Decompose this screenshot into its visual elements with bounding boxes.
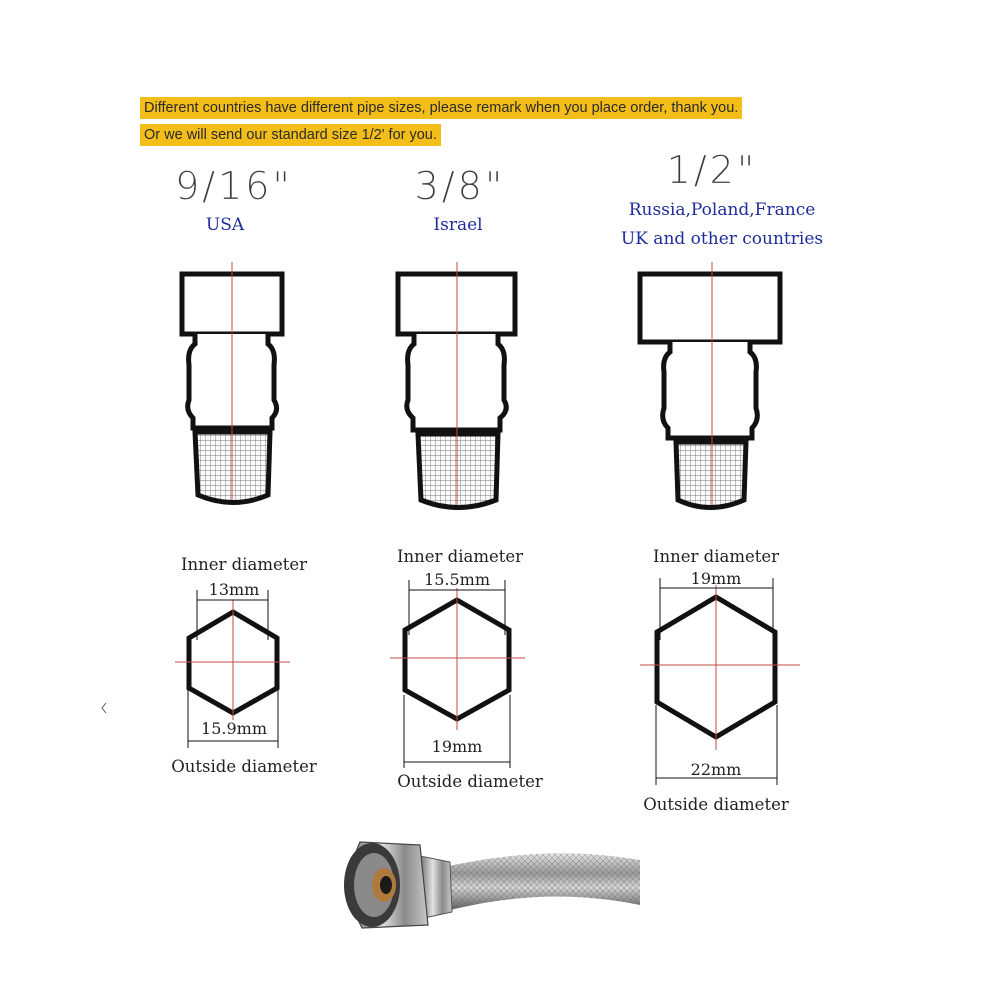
notice-line-1: Different countries have different pipe sizes, please remark when you place order, thank you. — [140, 97, 742, 119]
inner-diameter-label-1-2: Inner diameter — [652, 547, 780, 566]
inner-diameter-value-3-8: 15.5mm — [424, 570, 490, 589]
outer-diameter-value-1-2: 22mm — [690, 760, 742, 779]
country-russia-poland-france: Russia,Poland,France — [628, 200, 816, 220]
size-label-9-16: 9/16" — [175, 164, 293, 208]
stray-mark-icon — [102, 703, 106, 713]
fitting-drawing-3-8 — [398, 262, 515, 508]
inner-diameter-value-1-2: 19mm — [690, 569, 742, 588]
fitting-drawing-1-2 — [640, 262, 780, 508]
country-usa: USA — [205, 215, 245, 235]
inner-diameter-value-9-16: 13mm — [208, 580, 260, 599]
size-label-1-2: 1/2" — [666, 148, 758, 192]
inner-diameter-label-9-16: Inner diameter — [180, 555, 308, 574]
braided-hose-fitting-photo-icon — [344, 842, 640, 928]
country-israel: Israel — [433, 215, 483, 235]
inner-diameter-label-3-8: Inner diameter — [396, 547, 524, 566]
outside-diameter-label-1-2: Outside diameter — [643, 795, 789, 814]
outer-diameter-value-3-8: 19mm — [431, 737, 483, 756]
fitting-drawing-9-16 — [182, 262, 282, 503]
size-label-3-8: 3/8" — [414, 164, 506, 208]
notice-line-2: Or we will send our standard size 1/2' for you. — [140, 124, 441, 146]
country-uk-and-others: UK and other countries — [620, 229, 824, 249]
outside-diameter-label-3-8: Outside diameter — [397, 772, 543, 791]
hexagon-1-2 — [640, 578, 800, 785]
outside-diameter-label-9-16: Outside diameter — [171, 757, 317, 776]
outer-diameter-value-9-16: 15.9mm — [201, 719, 267, 738]
